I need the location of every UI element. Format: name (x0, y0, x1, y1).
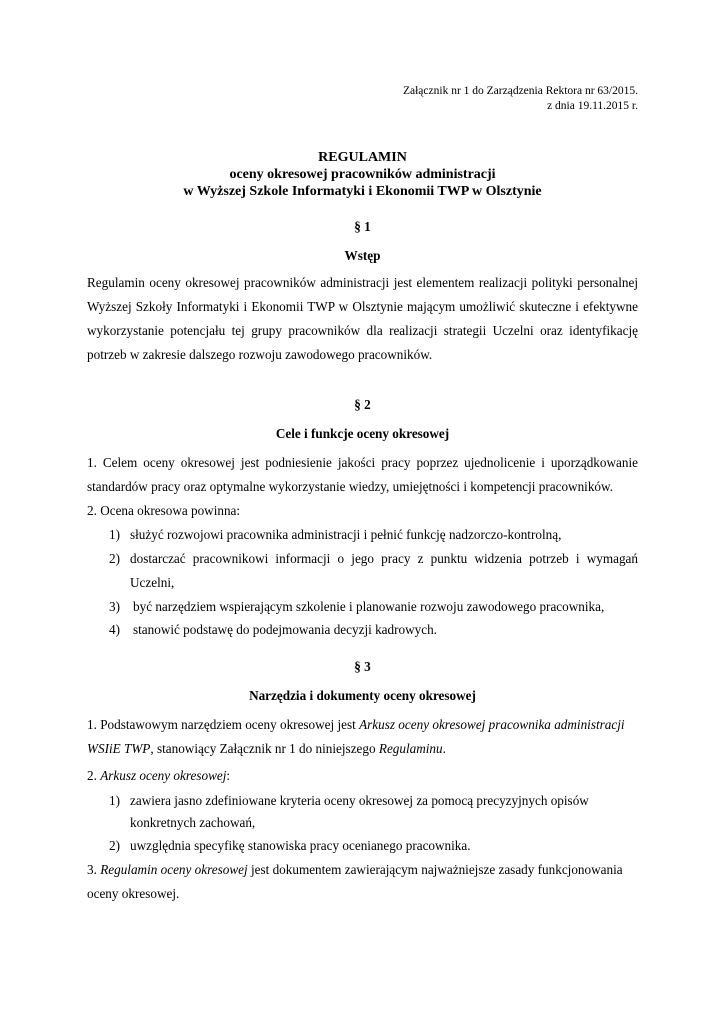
section-3-paragraph-1: 1. Podstawowym narzędziem oceny okresowej jest Arkusz oceny okresowej pracownika administracji (87, 717, 625, 732)
section-2-heading: Cele i funkcje oceny okresowej (275, 426, 450, 441)
list-item-number: 1) (109, 793, 120, 808)
list-item-number: 2) (109, 551, 120, 566)
section-3-paragraph-3: 3. Regulamin oceny okresowej jest dokumentem zawierającym najważniejsze zasady funkcjonowania (87, 862, 623, 877)
list-item: dostarczać pracownikowi informacji o jego pracy z punktu widzenia potrzeb i wymagań (130, 551, 638, 566)
attachment-note: Załącznik nr 1 do Zarządzenia Rektora nr 63/2015. (402, 85, 638, 97)
section-2-paragraph-1: 1. Celem oceny okresowej jest podniesienie jakości pracy poprzez ujednolicenie i uporządkowanie (87, 455, 638, 470)
list-item-number: 1) (109, 527, 120, 542)
list-item: stanowić podstawę do podejmowania decyzji kadrowych. (133, 622, 437, 637)
section-1-line: Regulamin oceny okresowej pracowników administracji jest elementem realizacji polityki personalnej (87, 275, 638, 290)
list-item: służyć rozwojowi pracownika administracji i pełnić funkcję nadzorczo-kontrolną, (130, 527, 562, 542)
section-3-paragraph-1-cont: WSIiE TWP, stanowiący Załącznik nr 1 do niniejszego Regulaminu. (87, 741, 446, 756)
document-title: REGULAMIN (318, 150, 407, 165)
section-2-number: § 2 (354, 397, 371, 412)
list-item-cont: Uczelni, (130, 575, 175, 590)
section-2-paragraph-1-cont: standardów pracy oraz optymalne wykorzystanie wiedzy, umiejętności i kompetencji pracowników. (87, 479, 613, 494)
list-item: zawiera jasno zdefiniowane kryteria oceny okresowej za pomocą precyzyjnych opisów (130, 793, 589, 808)
section-3-paragraph-2: 2. Arkusz oceny okresowej: (87, 768, 231, 783)
list-item: uwzględnia specyfikę stanowiska pracy ocenianego pracownika. (130, 838, 471, 853)
document-subtitle-2: w Wyższej Szkole Informatyki i Ekonomii TWP w Olsztynie (183, 184, 542, 199)
section-1-line: wykorzystanie potencjału tej grupy pracowników dla realizacji strategii Uczelni oraz identyfikację (87, 323, 638, 338)
list-item-number: 3) (109, 599, 120, 614)
list-item: być narzędziem wspierającym szkolenie i planowanie rozwoju zawodowego pracownika, (133, 599, 605, 614)
section-3-number: § 3 (354, 659, 371, 674)
section-3-paragraph-3-cont: oceny okresowej. (87, 886, 180, 901)
section-2-paragraph-2: 2. Ocena okresowa powinna: (87, 503, 241, 518)
section-1-line: potrzeb w zakresie dalszego rozwoju zawodowego pracowników. (87, 347, 433, 362)
list-item-cont: konkretnych zachowań, (130, 815, 256, 830)
list-item-number: 2) (109, 838, 120, 853)
section-1-heading: Wstęp (344, 248, 381, 263)
section-3-heading: Narzędzia i dokumenty oceny okresowej (249, 688, 476, 703)
list-item-number: 4) (109, 622, 120, 637)
document-subtitle-1: oceny okresowej pracowników administracji (229, 167, 496, 182)
section-1-line: Wyższej Szkoły Informatyki i Ekonomii TWP w Olsztynie mającym umożliwić skuteczne i efektywne (87, 299, 638, 314)
section-1-number: § 1 (354, 219, 371, 234)
attachment-date: z dnia 19.11.2015 r. (547, 100, 638, 112)
